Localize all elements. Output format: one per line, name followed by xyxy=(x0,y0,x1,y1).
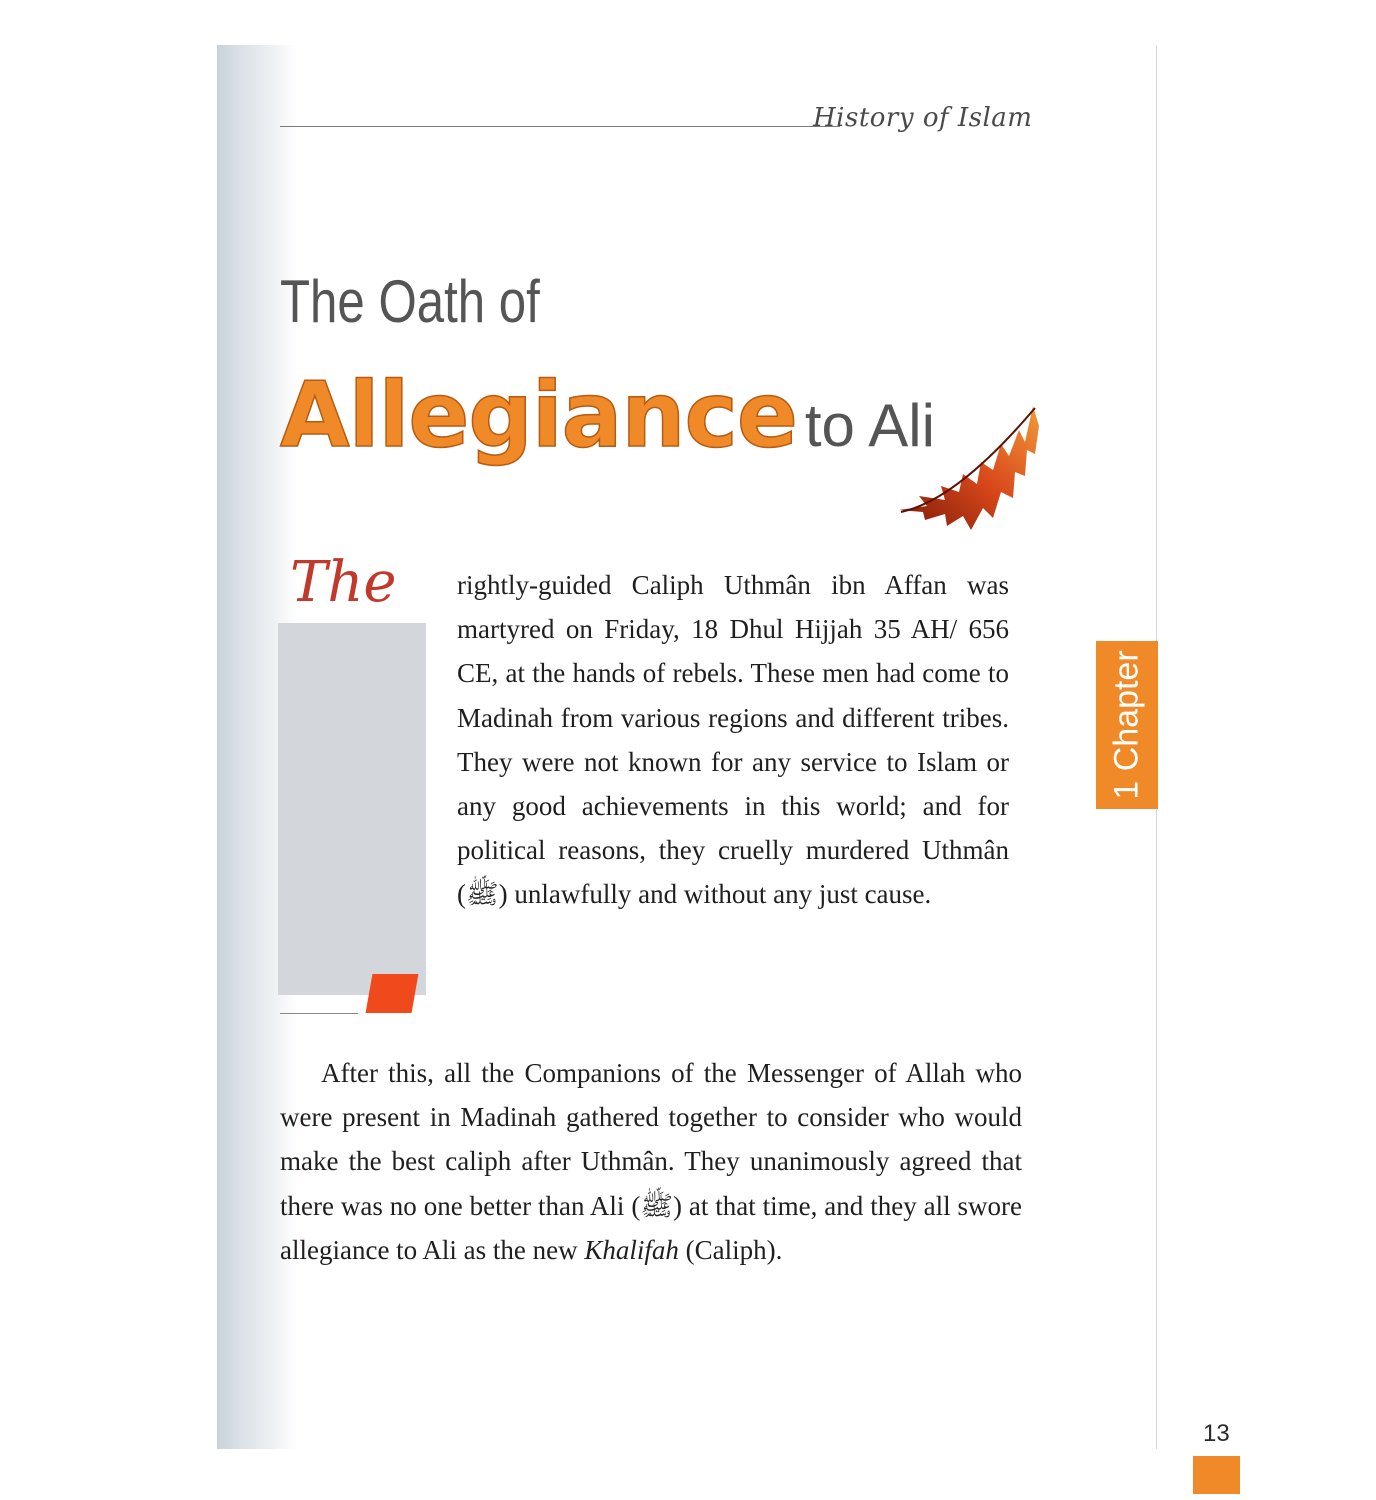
decorative-grey-block xyxy=(278,623,426,995)
title-rest: to Ali xyxy=(804,392,935,459)
paragraph-2 xyxy=(280,1051,1022,1272)
decorative-rule xyxy=(280,1013,358,1014)
running-head-rule xyxy=(280,126,840,127)
title-line-1: The Oath of xyxy=(280,268,540,335)
title-line-2 xyxy=(280,363,935,468)
title-emphasis: Allegiance xyxy=(280,363,797,468)
running-head: History of Islam xyxy=(813,103,1033,133)
footer-accent xyxy=(1193,1456,1240,1494)
paragraph-1: rightly-guided Caliph Uthmân ibn Affan was martyred on Friday, 18 Dhul Hijjah 35 AH/ 656 CE, at the hands of rebels. These men had come to Madinah from various regions and different tribes. They were not known for any service to Islam or any good achievements in this world; and for political reasons, they cruelly murdered Uthmân (ﷺ) unlawfully and without any just cause. xyxy=(457,570,1009,910)
autumn-leaf-icon xyxy=(897,400,1042,535)
paragraph-2-italic: Khalifah xyxy=(584,1234,679,1265)
chapter-tab xyxy=(1096,641,1158,809)
chapter-label: 1 Chapter xyxy=(1107,650,1146,800)
book-page xyxy=(217,45,1230,1449)
paragraph-2-end: (Caliph). xyxy=(678,1234,783,1265)
drop-cap: The xyxy=(290,550,397,615)
decorative-red-tag xyxy=(366,974,419,1013)
page-number: 13 xyxy=(1203,1420,1230,1447)
paragraph-2-text: After this, all the Companions of the Messenger of Allah who were present in Madinah gathered together to consider who would make the best caliph after Uthmân. They unanimously agreed that there was no one better than Ali (ﷺ) at that time, and they all swore allegiance to Ali as the new xyxy=(280,1058,1022,1265)
